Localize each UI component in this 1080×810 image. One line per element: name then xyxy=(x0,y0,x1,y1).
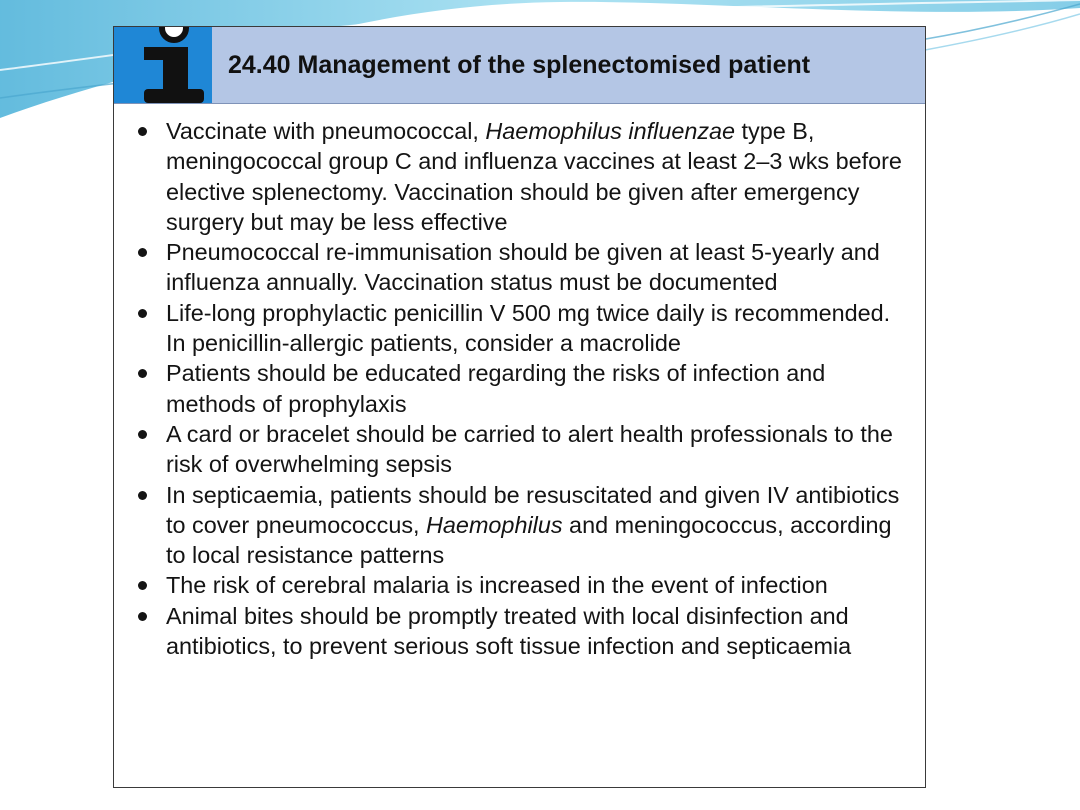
bullet-text: Life-long prophylactic penicillin V 500 mg twice daily is recommended. In penicillin-allergic patients, consider a macrolide xyxy=(166,299,891,357)
info-glyph xyxy=(114,27,212,103)
bullet-item xyxy=(166,116,907,237)
bullet-text: The risk of cerebral malaria is increased in the event of infection xyxy=(166,572,828,599)
box-title: 24.40 Management of the splenectomised patient xyxy=(228,51,811,79)
bullet-item xyxy=(166,480,907,571)
bullet-text: type B, meningococcal group C and influenza vaccines at least 2–3 wks before elective splenectomy. Vaccination should be given after emergency surgery but may be less effective xyxy=(166,118,902,235)
bullet-text: and meningococcus, according to local resistance patterns xyxy=(166,511,892,569)
bullet-item xyxy=(166,601,907,662)
bullet-text: Pneumococcal re-immunisation should be given at least 5-yearly and influenza annually. Vaccination status must be documented xyxy=(166,239,880,296)
bullet-item xyxy=(166,419,907,480)
bullet-item xyxy=(166,298,907,359)
info-box-header xyxy=(114,27,925,104)
bullet-text: In septicaemia, patients should be resuscitated and given IV antibiotics to cover pneumococcus, xyxy=(166,481,900,538)
bullet-item xyxy=(166,358,907,419)
bullet-text: Vaccinate with pneumococcal, xyxy=(166,118,486,144)
bullet-text-italic: Haemophilus influenzae xyxy=(485,118,736,144)
bullet-text: Patients should be educated regarding the risks of infection and methods of prophylaxis xyxy=(166,360,826,417)
bullet-text: A card or bracelet should be carried to alert health professionals to the risk of overwhelming sepsis xyxy=(166,420,893,478)
bullet-text-italic: Haemophilus xyxy=(426,511,563,538)
info-icon xyxy=(114,27,212,103)
bullet-item xyxy=(166,237,907,298)
bullet-item xyxy=(166,570,907,600)
bullet-text: Animal bites should be promptly treated with local disinfection and antibiotics, to prevent serious soft tissue infection and septicaemia xyxy=(166,602,852,660)
info-box xyxy=(113,26,926,788)
bullet-list xyxy=(114,104,925,661)
